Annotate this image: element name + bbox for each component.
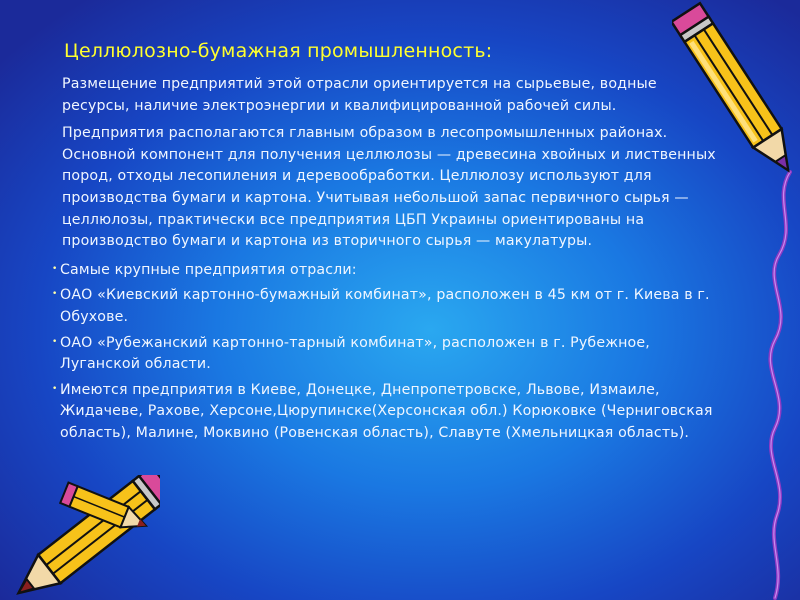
bullet-dot-icon: • xyxy=(52,289,58,300)
swirl-line-icon xyxy=(735,170,800,600)
bullet-text: Самые крупные предприятия отрасли: xyxy=(60,261,357,278)
pencil-icon-small xyxy=(55,480,160,540)
paragraph-enterprises: Предприятия располагаются главным образом в лесопромышленных районах. Основной компонент для получения целлюлозы — древесина хвойных и лиственных пород, отходы лесопиления и деревообработки. Целлюлозу используют для производства бумаги и картона. Учитывая небольшой запас первичного сырья — целлюлозы, практически все предприятия ЦБП Украины ориентированы на производство бумаги и картона из вторичного сырья — макулатуры. xyxy=(62,125,716,250)
bullet-dot-icon: • xyxy=(52,336,58,347)
bullet-text: ОАО «Рубежанский картонно-тарный комбинат», расположен в г. Рубежное, Луганской области. xyxy=(60,334,650,373)
bullet-item xyxy=(46,284,726,328)
slide-title: Целлюлозно-бумажная промышленность: xyxy=(64,40,493,62)
bullet-item xyxy=(46,259,726,282)
bullet-dot-icon: • xyxy=(52,383,58,394)
bullet-dot-icon: • xyxy=(52,263,58,274)
bullet-item xyxy=(46,379,726,445)
bullet-text: Имеются предприятия в Киеве, Донецке, Днепропетровске, Львове, Измаиле, Жидачеве, Рахове, Херсоне,Цюрупинске(Херсонская обл.) Корюковке (Черниговская область), Малине, Моквино (Ровенская область), Славуте (Хмельницкая область). xyxy=(60,381,713,441)
bullet-item xyxy=(46,332,726,376)
slide-body xyxy=(46,74,726,448)
bullet-text: ОАО «Киевский картонно-бумажный комбинат», расположен в 45 км от г. Киева в г. Обухове. xyxy=(60,287,710,325)
paragraph-placement: Размещение предприятий этой отрасли ориентируется на сырьевые, водные ресурсы, наличие электроэнергии и квалифицированной рабочей силы. xyxy=(62,76,657,114)
